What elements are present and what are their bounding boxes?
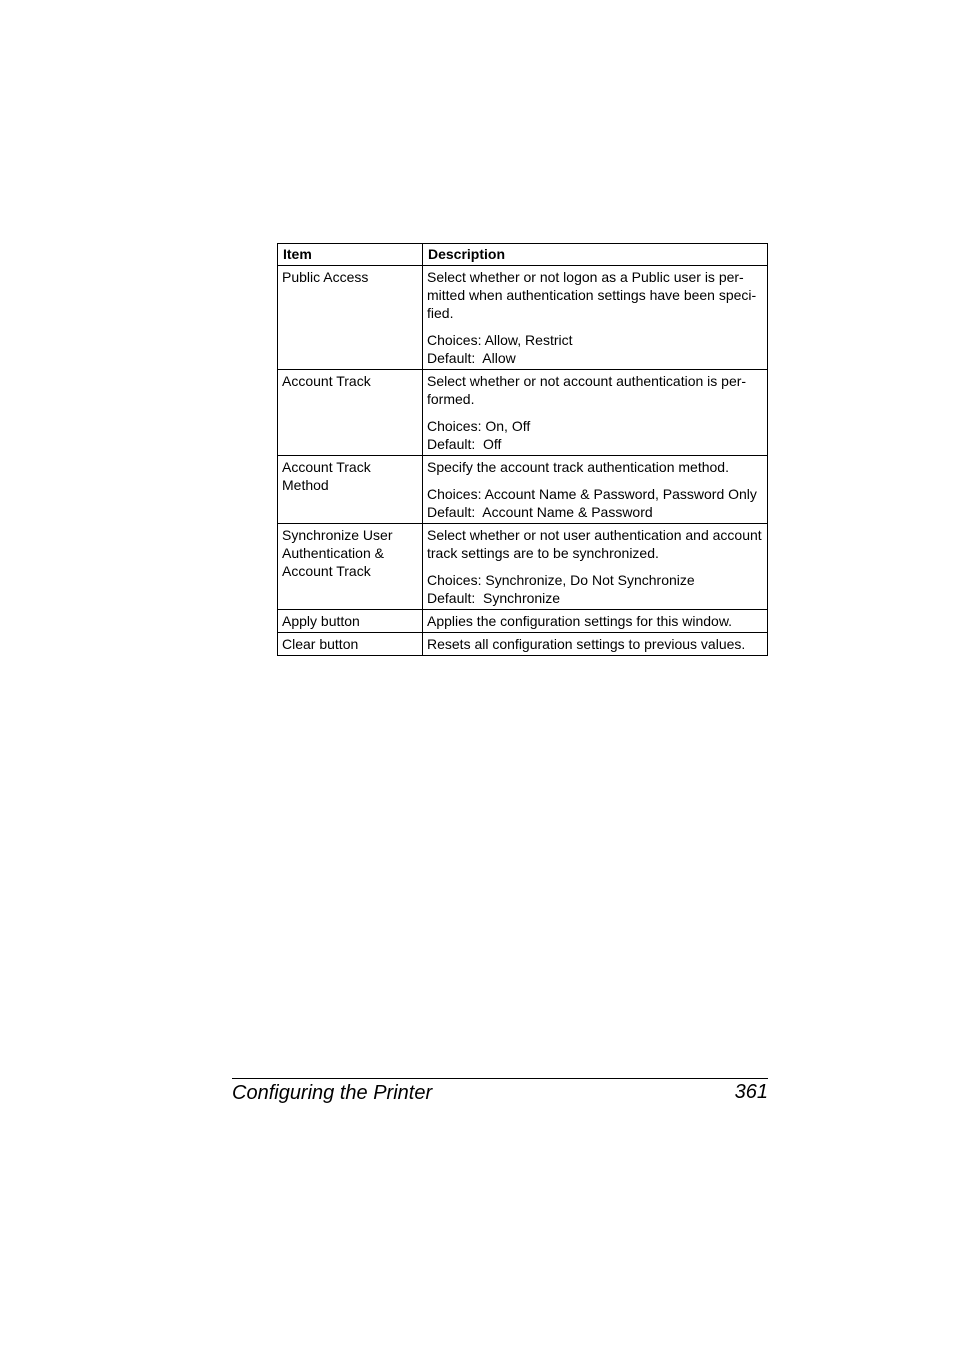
choices-block xyxy=(427,331,763,367)
choices-text: Choices: Allow, Restrict xyxy=(427,332,573,348)
default-text: Default: Allow xyxy=(427,350,516,366)
choices-block xyxy=(427,571,763,607)
item-cell: Account Track Method xyxy=(278,456,423,524)
table-row xyxy=(278,370,768,456)
description-cell xyxy=(423,266,768,370)
column-header-description: Description xyxy=(423,244,768,266)
description-cell xyxy=(423,370,768,456)
item-cell: Clear button xyxy=(278,633,423,656)
description-text: Resets all configuration settings to previous values. xyxy=(427,636,746,652)
choices-block xyxy=(427,417,763,453)
description-text: Specify the account track authentication method. xyxy=(427,459,729,475)
item-cell: Apply button xyxy=(278,610,423,633)
table-row xyxy=(278,524,768,610)
choices-block xyxy=(427,485,763,521)
item-cell: Synchronize User Authentication & Account Track xyxy=(278,524,423,610)
footer-divider xyxy=(232,1078,768,1079)
description-text: Applies the configuration settings for this window. xyxy=(427,613,733,629)
choices-text: Choices: Account Name & Password, Password Only xyxy=(427,486,757,502)
description-cell xyxy=(423,456,768,524)
page-number: 361 xyxy=(734,1081,768,1103)
table-header-row xyxy=(278,244,768,266)
table-row xyxy=(278,266,768,370)
table-row xyxy=(278,610,768,633)
item-cell: Account Track xyxy=(278,370,423,456)
description-text: Select whether or not logon as a Public user is per-mitted when authentication settings have been speci-fied. xyxy=(427,269,757,321)
footer-title: Configuring the Printer xyxy=(232,1082,433,1104)
item-cell: Public Access xyxy=(278,266,423,370)
description-cell xyxy=(423,610,768,633)
description-cell xyxy=(423,633,768,656)
description-cell xyxy=(423,524,768,610)
column-header-item: Item xyxy=(278,244,423,266)
choices-text: Choices: On, Off xyxy=(427,418,531,434)
table-row xyxy=(278,633,768,656)
default-text: Default: Synchronize xyxy=(427,590,561,606)
default-text: Default: Off xyxy=(427,436,502,452)
description-text: Select whether or not user authentication and account track settings are to be synchronized. xyxy=(427,527,762,561)
settings-table xyxy=(277,243,768,656)
table-row xyxy=(278,456,768,524)
choices-text: Choices: Synchronize, Do Not Synchronize xyxy=(427,572,695,588)
description-text: Select whether or not account authentication is per-formed. xyxy=(427,373,747,407)
default-text: Default: Account Name & Password xyxy=(427,504,653,520)
